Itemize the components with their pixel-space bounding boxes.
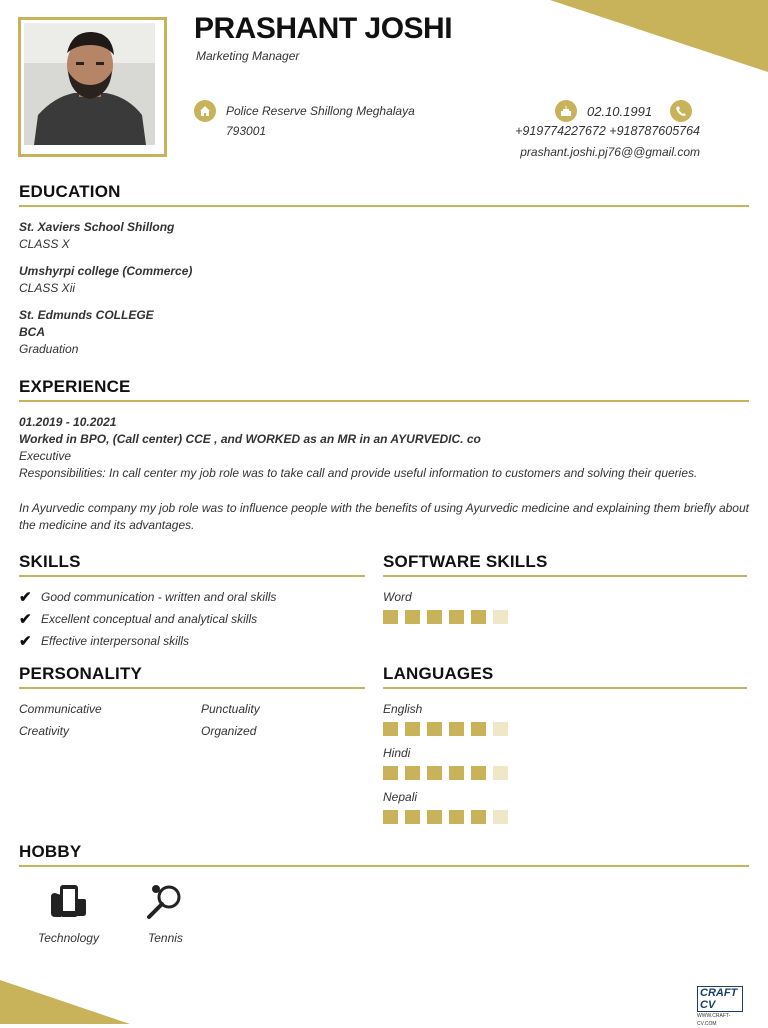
rating-square-filled	[383, 810, 398, 824]
address-line-1: Police Reserve Shillong Meghalaya	[226, 104, 415, 118]
rating-square-filled	[471, 610, 486, 624]
education-school: Umshyrpi college (Commerce)	[19, 264, 193, 278]
top-right-corner-decoration	[540, 0, 768, 72]
logo-url: WWW.CRAFT-CV.COM	[697, 1013, 731, 1027]
skill-item: Excellent conceptual and analytical skills	[41, 612, 258, 626]
personality-trait: Punctuality	[201, 702, 260, 716]
rating-square-filled	[471, 810, 486, 824]
languages-heading: LANGUAGES	[383, 664, 494, 683]
hobby-heading: HOBBY	[19, 842, 82, 861]
experience-divider	[19, 400, 749, 402]
rating-square-filled	[405, 766, 420, 780]
bottom-left-corner-decoration	[0, 980, 130, 1024]
language-name: Nepali	[383, 790, 418, 804]
education-school: St. Xaviers School Shillong	[19, 220, 175, 234]
home-icon	[194, 100, 216, 122]
skills-heading: SKILLS	[19, 552, 81, 571]
logo-text: CRAFT CV	[697, 986, 743, 1012]
personality-trait: Organized	[201, 724, 257, 738]
software-skills-heading: SOFTWARE SKILLS	[383, 552, 548, 571]
experience-paragraph: In Ayurvedic company my job role was to influence people with the benefits of using Ayurvedic medicine and explaining them briefly about the medicine and its advantages.	[19, 501, 749, 532]
personality-trait: Communicative	[19, 702, 102, 716]
rating-square-filled	[427, 722, 442, 736]
experience-responsibilities: Responsibilities: In call center my job role was to take call and provide useful information to customers and solving their queries.	[19, 466, 698, 480]
profile-photo	[18, 17, 167, 157]
hobby-divider	[19, 865, 749, 867]
check-icon: ✔	[19, 633, 32, 650]
email-address: prashant.joshi.pj76@@gmail.com	[520, 145, 700, 159]
person-photo-icon	[24, 23, 155, 145]
craft-cv-logo	[697, 986, 743, 1027]
rating-square-filled	[449, 766, 464, 780]
education-class: CLASS Xii	[19, 281, 76, 295]
software-skills-divider	[383, 575, 747, 577]
language-rating	[383, 722, 513, 737]
rating-square-filled	[405, 610, 420, 624]
rating-square-filled	[427, 810, 442, 824]
experience-title: Worked in BPO, (Call center) CCE , and WORKED as an MR in an AYURVEDIC. co	[19, 432, 481, 446]
personality-divider	[19, 687, 365, 689]
experience-role: Executive	[19, 449, 72, 463]
language-rating	[383, 810, 513, 825]
rating-square-filled	[383, 610, 398, 624]
personality-heading: PERSONALITY	[19, 664, 143, 683]
check-icon: ✔	[19, 611, 32, 628]
phone-numbers: +919774227672 +918787605764	[515, 124, 700, 138]
personality-trait: Creativity	[19, 724, 70, 738]
rating-square-empty	[493, 766, 508, 780]
languages-divider	[383, 687, 747, 689]
education-school: St. Edmunds COLLEGE	[19, 308, 154, 322]
candidate-name: PRASHANT JOSHI	[194, 12, 453, 45]
rating-square-filled	[449, 610, 464, 624]
job-title: Marketing Manager	[196, 49, 300, 63]
software-skill-name: Word	[383, 590, 412, 604]
language-name: Hindi	[383, 746, 411, 760]
education-degree: BCA	[19, 325, 45, 339]
rating-square-filled	[383, 766, 398, 780]
check-icon: ✔	[19, 589, 32, 606]
education-class: Graduation	[19, 342, 79, 356]
language-name: English	[383, 702, 423, 716]
rating-square-filled	[405, 810, 420, 824]
experience-heading: EXPERIENCE	[19, 377, 131, 396]
education-class: CLASS X	[19, 237, 70, 251]
software-skill-rating	[383, 610, 513, 625]
rating-square-filled	[471, 766, 486, 780]
skill-item: Effective interpersonal skills	[41, 634, 190, 648]
tennis-racket-icon	[145, 883, 183, 921]
skill-item: Good communication - written and oral skills	[41, 590, 277, 604]
rating-square-filled	[449, 810, 464, 824]
experience-dates: 01.2019 - 10.2021	[19, 415, 117, 429]
rating-square-filled	[405, 722, 420, 736]
language-rating	[383, 766, 513, 781]
skills-divider	[19, 575, 365, 577]
rating-square-filled	[427, 766, 442, 780]
hobby-label: Technology	[38, 931, 99, 945]
address-line-2: 793001	[226, 124, 267, 138]
rating-square-filled	[383, 722, 398, 736]
phone-icon	[670, 100, 692, 122]
smartphone-hand-icon	[49, 883, 87, 921]
rating-square-empty	[493, 722, 508, 736]
birthday-cake-icon	[555, 100, 577, 122]
rating-square-filled	[471, 722, 486, 736]
rating-square-filled	[427, 610, 442, 624]
rating-square-filled	[449, 722, 464, 736]
education-divider	[19, 205, 749, 207]
birth-date: 02.10.1991	[587, 104, 653, 119]
rating-square-empty	[493, 810, 508, 824]
education-heading: EDUCATION	[19, 182, 121, 201]
hobby-label: Tennis	[148, 931, 183, 945]
rating-square-empty	[493, 610, 508, 624]
